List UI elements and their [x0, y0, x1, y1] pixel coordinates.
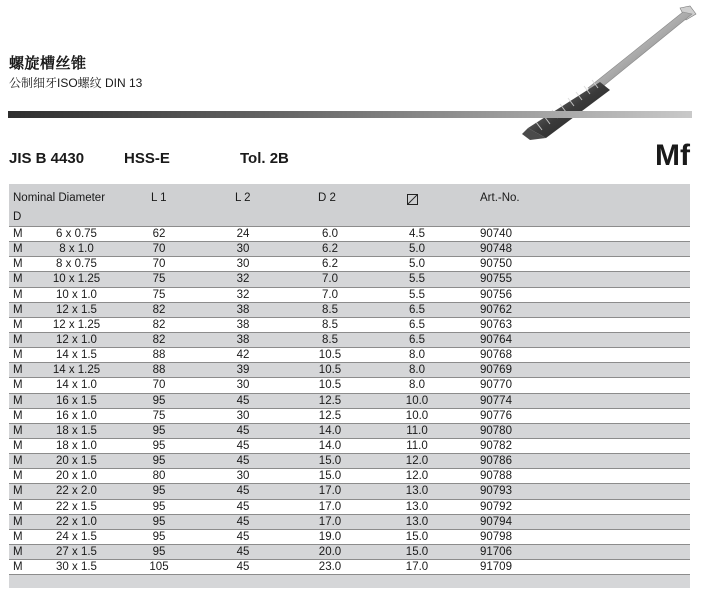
cell-size: 10 x 1.0 — [56, 288, 97, 301]
cell-m: M — [13, 409, 23, 422]
cell-l2: 45 — [236, 394, 250, 407]
cell-size: 12 x 1.5 — [56, 303, 97, 316]
cell-m: M — [13, 455, 23, 468]
table-row — [9, 377, 690, 392]
cell-art: 90792 — [480, 500, 512, 513]
cell-m: M — [13, 424, 23, 437]
cell-l2: 45 — [236, 561, 250, 574]
spec-material: HSS-E — [124, 150, 170, 167]
cell-m: M — [13, 545, 23, 558]
table-row — [9, 271, 690, 286]
cell-l2: 38 — [236, 303, 250, 316]
cell-art: 90780 — [480, 424, 512, 437]
cell-art: 90786 — [480, 455, 512, 468]
table-row — [9, 408, 690, 423]
cell-size: 18 x 1.5 — [56, 424, 97, 437]
cell-art: 90776 — [480, 409, 512, 422]
cell-art: 90764 — [480, 333, 512, 346]
cell-sq: 12.0 — [405, 455, 429, 468]
cell-d2: 10.5 — [318, 349, 342, 362]
cell-l2: 39 — [236, 364, 250, 377]
dimension-table — [9, 184, 690, 588]
cell-art: 90750 — [480, 258, 512, 271]
cell-size: 16 x 1.5 — [56, 394, 97, 407]
cell-art: 90782 — [480, 439, 512, 452]
cell-size: 20 x 1.0 — [56, 470, 97, 483]
cell-d2: 8.5 — [322, 333, 338, 346]
cell-l1: 95 — [152, 530, 166, 543]
cell-d2: 8.5 — [322, 318, 338, 331]
cell-l1: 95 — [152, 515, 166, 528]
cell-m: M — [13, 364, 23, 377]
cell-d2: 17.0 — [318, 500, 342, 513]
cell-size: 27 x 1.5 — [56, 545, 97, 558]
cell-d2: 14.0 — [318, 424, 342, 437]
cell-l2: 30 — [236, 243, 250, 256]
cell-art: 90740 — [480, 228, 512, 240]
cell-size: 12 x 1.25 — [52, 318, 101, 331]
cell-l1: 105 — [149, 561, 169, 574]
cell-l2: 45 — [236, 530, 250, 543]
table-row — [9, 317, 690, 332]
cell-sq: 17.0 — [405, 561, 429, 574]
table-header — [9, 184, 690, 226]
cell-m: M — [13, 228, 23, 240]
cell-sq: 12.0 — [405, 470, 429, 483]
cell-art: 90794 — [480, 515, 512, 528]
cell-art: 90763 — [480, 318, 512, 331]
cell-l1: 70 — [152, 379, 166, 392]
cell-sq: 8.0 — [409, 379, 425, 392]
cell-sq: 15.0 — [405, 545, 429, 558]
cell-d2: 15.0 — [318, 470, 342, 483]
cell-l2: 38 — [236, 318, 250, 331]
cell-m: M — [13, 243, 23, 256]
cell-m: M — [13, 470, 23, 483]
table-row — [9, 483, 690, 498]
cell-l2: 32 — [236, 288, 250, 301]
table-row — [9, 241, 690, 256]
cell-size: 20 x 1.5 — [56, 455, 97, 468]
table-row — [9, 362, 690, 377]
cell-d2: 6.2 — [322, 258, 338, 271]
cell-m: M — [13, 318, 23, 331]
cell-art: 90755 — [480, 273, 512, 286]
cell-d2: 10.5 — [318, 379, 342, 392]
page-subtitle: 公制细牙ISO螺纹 DIN 13 — [9, 76, 143, 90]
cell-size: 10 x 1.25 — [52, 273, 101, 286]
cell-m: M — [13, 349, 23, 362]
table-body — [9, 226, 690, 574]
table-footer-band — [9, 574, 690, 588]
cell-size: 14 x 1.0 — [56, 379, 97, 392]
cell-m: M — [13, 303, 23, 316]
cell-d2: 12.5 — [318, 394, 342, 407]
cell-l1: 95 — [152, 424, 166, 437]
header-d2: D 2 — [318, 192, 336, 204]
table-row — [9, 256, 690, 271]
cell-art: 90793 — [480, 485, 512, 498]
cell-size: 16 x 1.0 — [56, 409, 97, 422]
table-row — [9, 499, 690, 514]
cell-m: M — [13, 561, 23, 574]
cell-l2: 45 — [236, 485, 250, 498]
cell-d2: 17.0 — [318, 515, 342, 528]
cell-d2: 10.5 — [318, 364, 342, 377]
cell-l1: 62 — [152, 228, 166, 240]
cell-l1: 82 — [152, 318, 166, 331]
cell-d2: 15.0 — [318, 455, 342, 468]
cell-sq: 11.0 — [406, 439, 428, 452]
cell-size: 24 x 1.5 — [56, 530, 97, 543]
cell-size: 30 x 1.5 — [56, 561, 97, 574]
cell-size: 22 x 1.0 — [56, 515, 97, 528]
table-row — [9, 438, 690, 453]
title-rule — [8, 111, 692, 118]
cell-l1: 95 — [152, 500, 166, 513]
table-row — [9, 514, 690, 529]
table-row — [9, 287, 690, 302]
cell-l1: 95 — [152, 439, 166, 452]
cell-l2: 30 — [236, 470, 250, 483]
header-l1: L 1 — [151, 192, 167, 204]
cell-art: 90774 — [480, 394, 512, 407]
cell-art: 91709 — [480, 561, 512, 574]
cell-d2: 8.5 — [322, 303, 338, 316]
cell-l2: 45 — [236, 439, 250, 452]
cell-size: 8 x 1.0 — [59, 243, 94, 256]
cell-sq: 4.5 — [409, 228, 425, 240]
cell-sq: 13.0 — [405, 515, 429, 528]
square-shank-icon — [407, 194, 418, 206]
cell-d2: 20.0 — [318, 545, 342, 558]
cell-sq: 10.0 — [405, 409, 429, 422]
cell-d2: 7.0 — [322, 273, 338, 286]
cell-m: M — [13, 394, 23, 407]
table-row — [9, 226, 690, 241]
cell-m: M — [13, 288, 23, 301]
cell-size: 22 x 1.5 — [56, 500, 97, 513]
cell-art: 90748 — [480, 243, 512, 256]
cell-l1: 95 — [152, 394, 166, 407]
cell-l1: 95 — [152, 545, 166, 558]
cell-sq: 5.5 — [409, 288, 425, 301]
cell-m: M — [13, 333, 23, 346]
cell-art: 91706 — [480, 545, 512, 558]
cell-l2: 45 — [236, 515, 250, 528]
cell-size: 14 x 1.5 — [56, 349, 97, 362]
cell-sq: 11.0 — [406, 424, 428, 437]
cell-size: 12 x 1.0 — [56, 333, 97, 346]
header-nominal-diameter: Nominal Diameter — [13, 192, 106, 204]
cell-art: 90762 — [480, 303, 512, 316]
cell-d2: 23.0 — [318, 561, 342, 574]
table-row — [9, 332, 690, 347]
spiral-tap-image — [500, 0, 718, 145]
cell-l2: 30 — [236, 379, 250, 392]
cell-sq: 5.5 — [409, 273, 425, 286]
cell-l2: 42 — [236, 349, 250, 362]
cell-art: 90768 — [480, 349, 512, 362]
cell-size: 6 x 0.75 — [56, 228, 97, 240]
cell-d2: 17.0 — [318, 485, 342, 498]
cell-l1: 95 — [152, 485, 166, 498]
table-row — [9, 559, 690, 574]
cell-l1: 75 — [152, 409, 166, 422]
cell-size: 22 x 2.0 — [56, 485, 97, 498]
cell-l1: 70 — [152, 258, 166, 271]
cell-sq: 6.5 — [409, 303, 425, 316]
cell-sq: 5.0 — [409, 258, 425, 271]
header-art-no: Art.-No. — [480, 192, 520, 204]
spec-standard: JIS B 4430 — [9, 150, 85, 167]
table-row — [9, 544, 690, 559]
cell-art: 90788 — [480, 470, 512, 483]
cell-m: M — [13, 485, 23, 498]
cell-d2: 6.0 — [322, 228, 338, 240]
cell-l1: 95 — [152, 455, 166, 468]
cell-l1: 88 — [152, 349, 166, 362]
cell-d2: 12.5 — [318, 409, 342, 422]
cell-l1: 88 — [152, 364, 166, 377]
cell-l2: 30 — [236, 258, 250, 271]
header-nominal-sub: D — [13, 211, 22, 223]
cell-d2: 14.0 — [318, 439, 342, 452]
cell-l2: 45 — [236, 545, 250, 558]
cell-d2: 6.2 — [322, 243, 338, 256]
cell-l1: 75 — [152, 273, 166, 286]
cell-size: 18 x 1.0 — [56, 439, 97, 452]
cell-m: M — [13, 273, 23, 286]
cell-m: M — [13, 439, 23, 452]
cell-l1: 82 — [152, 333, 166, 346]
cell-l1: 75 — [152, 288, 166, 301]
cell-sq: 6.5 — [409, 318, 425, 331]
cell-sq: 5.0 — [409, 243, 425, 256]
cell-l2: 45 — [236, 424, 250, 437]
cell-art: 90769 — [480, 364, 512, 377]
cell-l2: 38 — [236, 333, 250, 346]
table-row — [9, 423, 690, 438]
cell-l2: 24 — [236, 228, 250, 240]
cell-size: 14 x 1.25 — [52, 364, 101, 377]
table-row — [9, 393, 690, 408]
cell-m: M — [13, 500, 23, 513]
cell-l2: 32 — [236, 273, 250, 286]
cell-m: M — [13, 379, 23, 392]
cell-m: M — [13, 258, 23, 271]
table-row — [9, 468, 690, 483]
cell-sq: 13.0 — [405, 500, 429, 513]
cell-m: M — [13, 515, 23, 528]
table-row — [9, 302, 690, 317]
cell-l2: 45 — [236, 455, 250, 468]
cell-d2: 19.0 — [318, 530, 342, 543]
cell-l1: 80 — [152, 470, 166, 483]
cell-l1: 82 — [152, 303, 166, 316]
cell-sq: 8.0 — [409, 349, 425, 362]
cell-sq: 6.5 — [409, 333, 425, 346]
cell-sq: 15.0 — [405, 530, 429, 543]
cell-art: 90770 — [480, 379, 512, 392]
table-row — [9, 529, 690, 544]
table-row — [9, 347, 690, 362]
spec-tolerance: Tol. 2B — [240, 150, 289, 167]
page-title: 螺旋槽丝锥 — [9, 55, 87, 72]
cell-size: 8 x 0.75 — [56, 258, 97, 271]
cell-d2: 7.0 — [322, 288, 338, 301]
cell-m: M — [13, 530, 23, 543]
cell-sq: 13.0 — [405, 485, 429, 498]
thread-type-mark: Mf — [655, 139, 690, 172]
cell-art: 90798 — [480, 530, 512, 543]
table-row — [9, 453, 690, 468]
cell-sq: 8.0 — [409, 364, 425, 377]
cell-l1: 70 — [152, 243, 166, 256]
cell-l2: 45 — [236, 500, 250, 513]
cell-l2: 30 — [236, 409, 250, 422]
cell-sq: 10.0 — [405, 394, 429, 407]
cell-art: 90756 — [480, 288, 512, 301]
header-l2: L 2 — [235, 192, 251, 204]
